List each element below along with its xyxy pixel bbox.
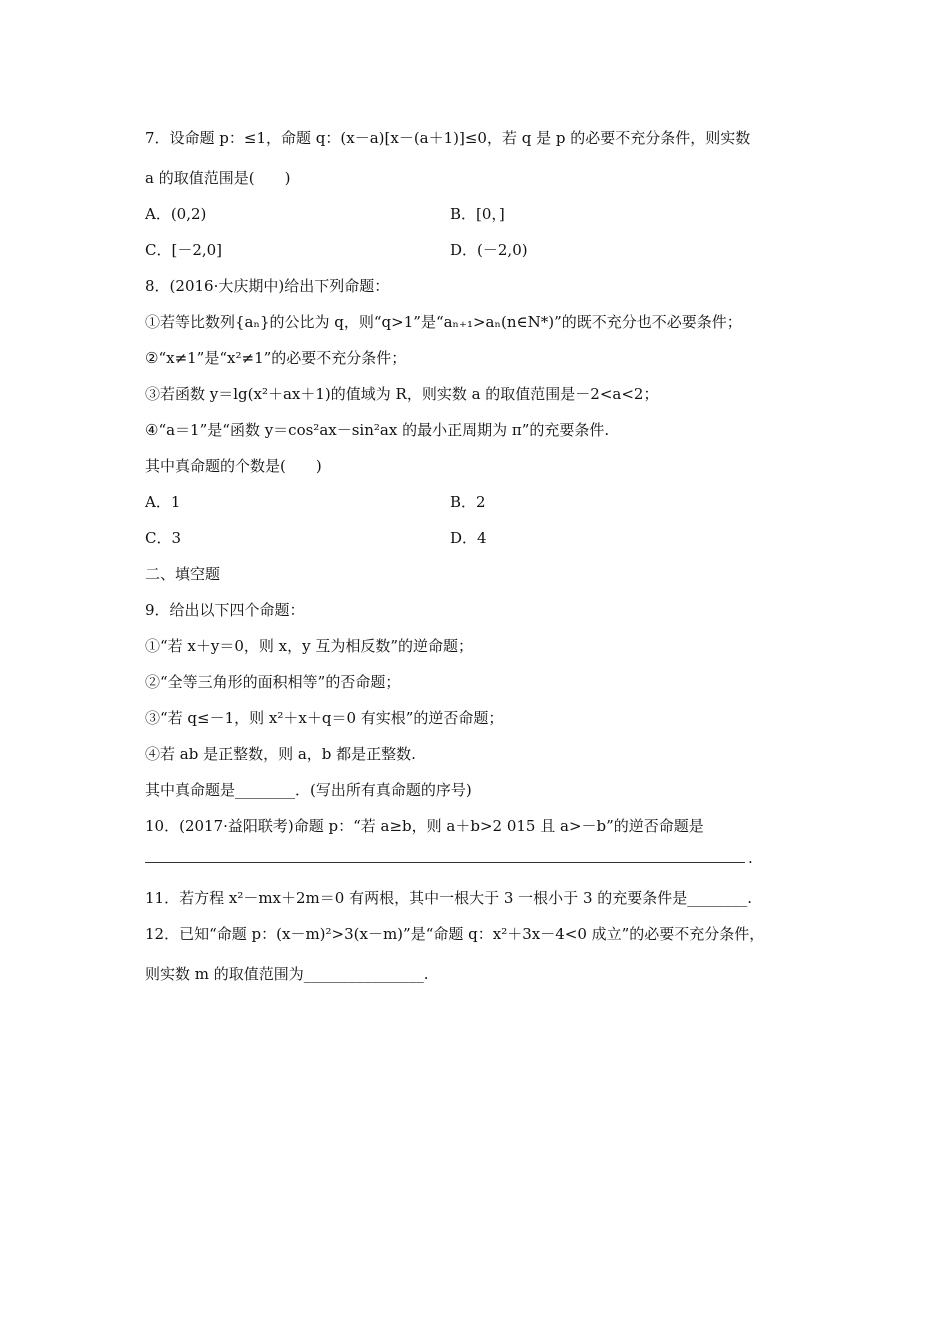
q8-option-a: A．1 [145,493,181,511]
q7-option-d: D．(－2,0) [450,241,528,259]
q7-stem-line2: a 的取值范围是( ) [145,169,291,187]
q7-option-c: C．[－2,0] [145,241,223,259]
q10-stem: 10．(2017·益阳联考)命题 p：“若 a≥b，则 a＋b>2 015 且 a>－b”的逆否命题是 [145,817,704,835]
q8-title: 8．(2016·大庆期中)给出下列命题： [145,277,390,295]
q8-item-1: ①若等比数列{aₙ}的公比为 q，则“q>1”是“aₙ₊₁>aₙ(n∈N*)”的既不充分也不必要条件； [145,313,742,331]
q9-title: 9．给出以下四个命题： [145,601,305,619]
q7-option-a: A．(0,2) [145,205,207,223]
q10-period: . [748,849,753,867]
q9-item-3: ③“若 q≤－1，则 x²＋x＋q＝0 有实根”的逆否命题； [145,709,504,727]
q12-line2: 则实数 m 的取值范围为________________. [145,965,429,983]
q8-option-d: D．4 [450,529,487,547]
q7-option-b: B．[0，] [450,205,505,223]
q11: 11．若方程 x²－mx＋2m＝0 有两根，其中一根大于 3 一根小于 3 的充要条件是________. [145,889,753,907]
q9-question: 其中真命题是________．(写出所有真命题的序号) [145,781,472,799]
q9-item-2: ②“全等三角形的面积相等”的否命题； [145,673,401,691]
q8-option-c: C．3 [145,529,182,547]
q12-line1: 12．已知“命题 p：(x－m)²>3(x－m)”是“命题 q：x²＋3x－4<0 成立”的必要不充分条件， [145,925,765,943]
q8-item-2: ②“x≠1”是“x²≠1”的必要不充分条件； [145,349,407,367]
q9-item-4: ④若 ab 是正整数，则 a，b 都是正整数. [145,745,416,763]
q7-stem-line1: 7．设命题 p：≤1，命题 q：(x－a)[x－(a＋1)]≤0，若 q 是 p 的必要不充分条件，则实数 [145,129,751,147]
q8-question: 其中真命题的个数是( ) [145,457,322,475]
q8-option-b: B．2 [450,493,486,511]
q8-item-4: ④“a＝1”是“函数 y＝cos²ax－sin²ax 的最小正周期为 π”的充要条件. [145,421,610,439]
q10-answer-blank [145,862,745,863]
q9-item-1: ①“若 x＋y＝0，则 x，y 互为相反数”的逆命题； [145,637,474,655]
section-heading: 二、填空题 [145,565,221,583]
q8-item-3: ③若函数 y＝lg(x²＋ax＋1)的值域为 R，则实数 a 的取值范围是－2<a<2； [145,385,659,403]
